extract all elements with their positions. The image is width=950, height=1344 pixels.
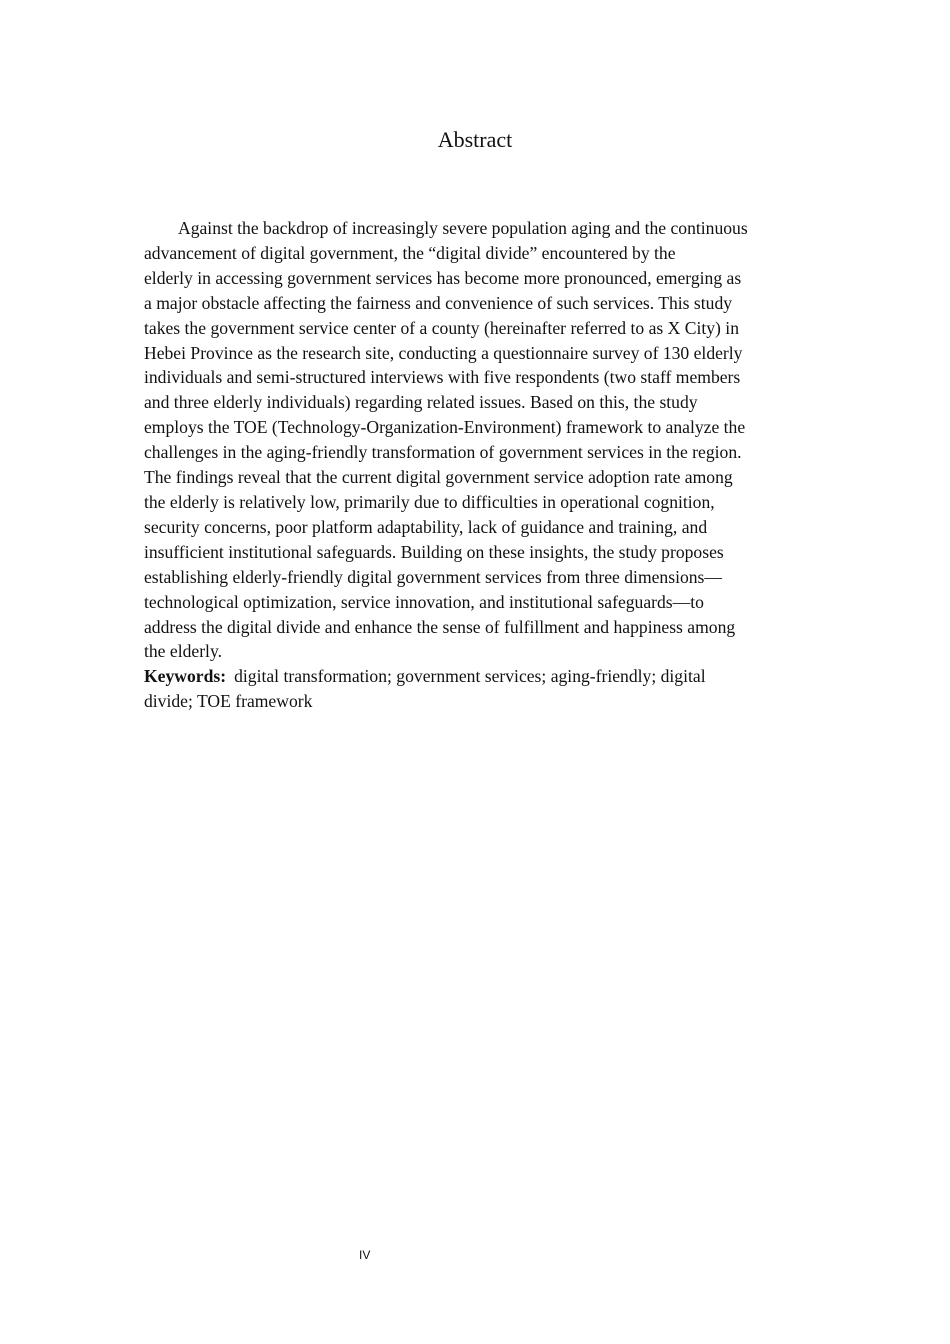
page-number: IV: [359, 1248, 371, 1262]
abstract-paragraph: Against the backdrop of increasingly severe population aging and the continuous advancement of digital government, the “digital divide” encountered by the elderly in accessing government services has become more pronounced, emerging as a major obstacle affecting the fairness and convenience of such services. This study takes the government service center of a county (hereinafter referred to as X City) in Hebei Province as the research site, conducting a questionnaire survey of 130 elderly individuals and semi-structured interviews with five respondents (two staff members and three elderly individuals) regarding related issues. Based on this, the study employs the TOE (Technology-Organization-Environment) framework to analyze the challenges in the aging-friendly transformation of government services in the region. The findings reveal that the current digital government service adoption rate among the elderly is relatively low, primarily due to difficulties in operational cognition, security concerns, poor platform adaptability, lack of guidance and training, and insufficient institutional safeguards. Building on these insights, the study proposes establishing elderly-friendly digital government services from three dimensions— technological optimization, service innovation, and institutional safeguards—to address the digital divide and enhance the sense of fulfillment and happiness among the elderly.: [144, 218, 748, 662]
page-title: Abstract: [437, 127, 513, 152]
abstract-body: [144, 216, 804, 714]
keywords-line: [144, 664, 804, 714]
keywords-text: digital transformation; government services; aging-friendly; digital divide; TOE framework: [144, 666, 706, 712]
keywords-label: Keywords:: [144, 666, 227, 687]
